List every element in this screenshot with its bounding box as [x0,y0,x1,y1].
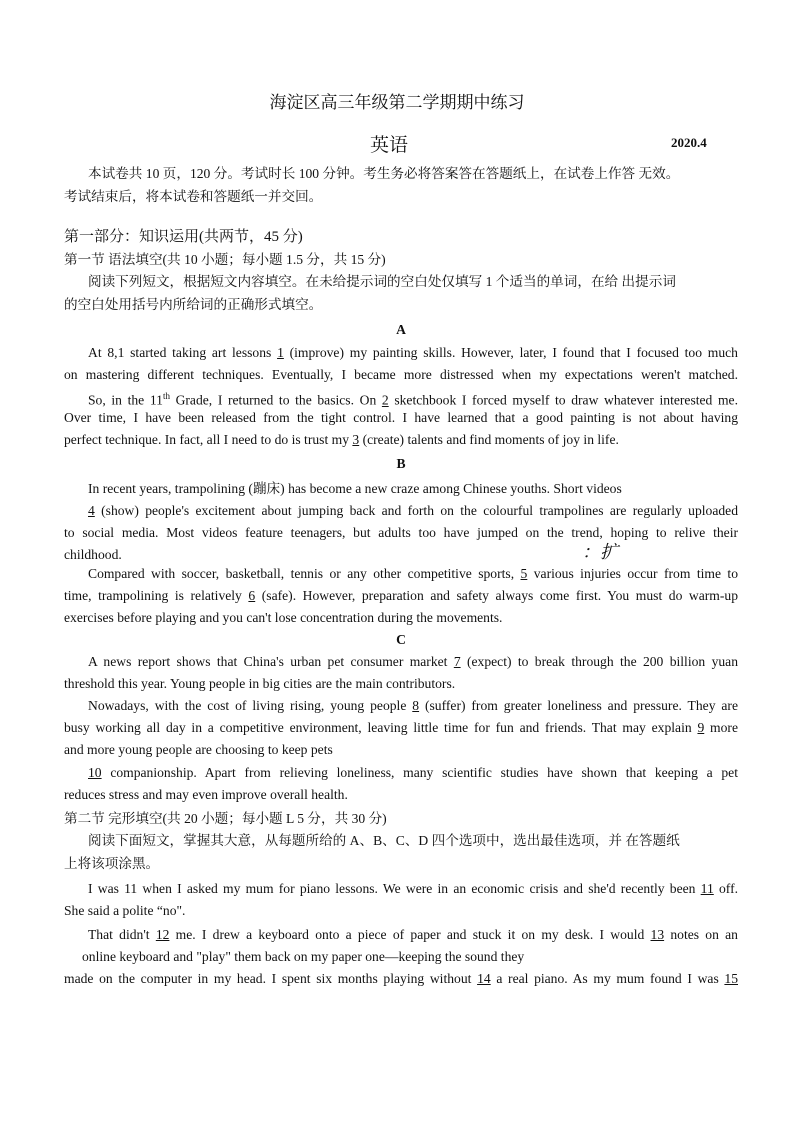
passage-c-line: threshold this year. Young people in big cities are the main contributors. [64,676,456,691]
text-run: companionship. Apart from relieving loneliness, many scientific studies have shown that keeping a pet [101,765,738,780]
text-run: Compared with soccer, basketball, tennis or any other competitive sports, [88,566,521,581]
passage-a-label: A [396,322,406,337]
text-run: (expect) to break through the 200 billion yuan [460,654,738,669]
text-run: (suffer) from greater loneliness and pressure. They are [419,698,738,713]
text-run: Nowadays, with the cost of living rising, young people [88,698,413,713]
cloze-line [64,926,738,944]
text-run: various injuries occur from time to [527,566,738,581]
text-run: (show) people's excitement about jumping back and forth on the colourful trampolines are regularly uploaded [94,503,738,518]
blank-12: 12 [155,927,170,942]
blank-3: 3 [352,432,360,447]
blank-8: 8 [412,698,420,713]
text-run: time, trampolining is relatively [64,588,249,603]
handwritten-mark: ：扩 [582,542,618,562]
passage-c-line [64,764,738,782]
exam-title: 海淀区高三年级第二学期期中练习 [269,93,525,112]
text-run: a real piano. As my mum found I was [490,971,725,986]
text-run: A news report shows that China's urban pet consumer market [88,654,454,669]
passage-c-line [64,697,738,715]
passage-b-label: B [396,456,406,471]
text-run: notes on an [664,927,738,942]
text-run: At 8,1 started taking art lessons [88,345,278,360]
passage-a-line: Over time, I have been released from the tight control. I have learned that a good painting is not about having [64,410,738,425]
text-run: busy working all day in a competitive environment, leaving little time for fun and friends. That may explain [64,720,698,735]
cloze-line [64,970,738,988]
passage-c-line [64,653,738,671]
section2-heading: 第二节 完形填空(共 20 小题；每小题 L 5 分，共 30 分) [64,811,387,826]
text-run: me. I drew a keyboard onto a piece of paper and stuck it on my desk. I would [169,927,651,942]
text-run: made on the computer in my head. I spent six months playing without [64,971,478,986]
text-run: That didn't [88,927,156,942]
cloze-line: online keyboard and "play" them back on my paper one—keeping the sound they [82,949,525,964]
section1-instructions-2: 的空白处用括号内所给词的正确形式填空。 [64,297,323,312]
cloze-line: She said a polite “no". [64,903,186,918]
text-run: perfect technique. In fact, all I need to do is trust my [64,432,353,447]
intro-line-2: 考试结束后，将本试卷和答题纸一并交回。 [64,189,323,204]
blank-5: 5 [520,566,528,581]
text-run: (improve) my painting skills. However, later, I found that I focused too much [283,345,738,360]
exam-date: 2020.4 [671,135,707,150]
passage-c-label: C [396,632,406,647]
passage-a-line: on mastering different techniques. Eventually, I became more distressed when my expectations weren't matched. [64,367,738,382]
passage-a-line [64,344,738,362]
text-run: (safe). However, preparation and safety always come first. You must do warm-up [255,588,738,603]
text-run: I was 11 when I asked my mum for piano lessons. We were in an economic crisis and she'd recently been [88,881,701,896]
blank-9: 9 [697,720,705,735]
text-run: sketchbook I forced myself to draw whatever interested me. [388,392,738,408]
blank-2: 2 [381,392,389,408]
passage-a-line [64,387,738,410]
passage-a-line [64,431,738,449]
passage-b-line [64,565,738,583]
passage-c-line [64,719,738,737]
part1-heading: 第一部分：知识运用(共两节，45 分) [64,229,303,245]
section1-heading: 第一节 语法填空(共 10 小题；每小题 1.5 分，共 15 分) [64,252,386,267]
subject-title: 英语 [370,135,409,156]
passage-b-line: In recent years, trampolining (蹦床) has become a new craze among Chinese youths. Short videos [88,481,622,496]
passage-b-line [64,587,738,605]
section2-instructions-1: 阅读下面短文，掌握其大意，从每题所给的 A、B、C、D 四个选项中，选出最佳选项，并 在答题纸 [88,833,680,848]
passage-c-line: and more young people are choosing to keep pets [64,742,333,757]
text-run: more [704,720,738,735]
passage-b-line: exercises before playing and you can't lose concentration during the movements. [64,610,503,625]
text-run: (create) talents and find moments of joy in life. [359,432,619,447]
blank-7: 7 [453,654,461,669]
blank-10: 10 [88,765,102,780]
passage-c-line: reduces stress and may even improve overall health. [64,787,348,802]
blank-4: 4 [88,503,95,518]
blank-6: 6 [248,588,256,603]
passage-b-line: childhood. [64,547,122,562]
blank-14: 14 [477,971,491,986]
intro-line-1: 本试卷共 10 页，120 分。考试时长 100 分钟。考生务必将答案答在答题纸上，在试卷上作答 无效。 [88,166,680,181]
text-run: Grade, I returned to the basics. On [169,392,382,408]
blank-15: 15 [724,971,738,986]
text-run: So, in the 11 [88,392,163,408]
blank-1: 1 [277,345,284,360]
section2-instructions-2: 上将该项涂黑。 [64,856,160,871]
blank-11: 11 [700,881,714,896]
passage-b-line [64,502,738,520]
text-run: off. [713,881,738,896]
blank-13: 13 [650,927,665,942]
cloze-line [64,880,738,898]
passage-b-line: to social media. Most videos feature teenagers, but adults too have jumped on the trend, hoping to relive their [64,525,738,540]
section1-instructions-1: 阅读下列短文，根据短文内容填空。在未给提示词的空白处仅填写 1 个适当的单词，在给 出提示词 [88,274,676,289]
superscript: th [162,391,170,401]
